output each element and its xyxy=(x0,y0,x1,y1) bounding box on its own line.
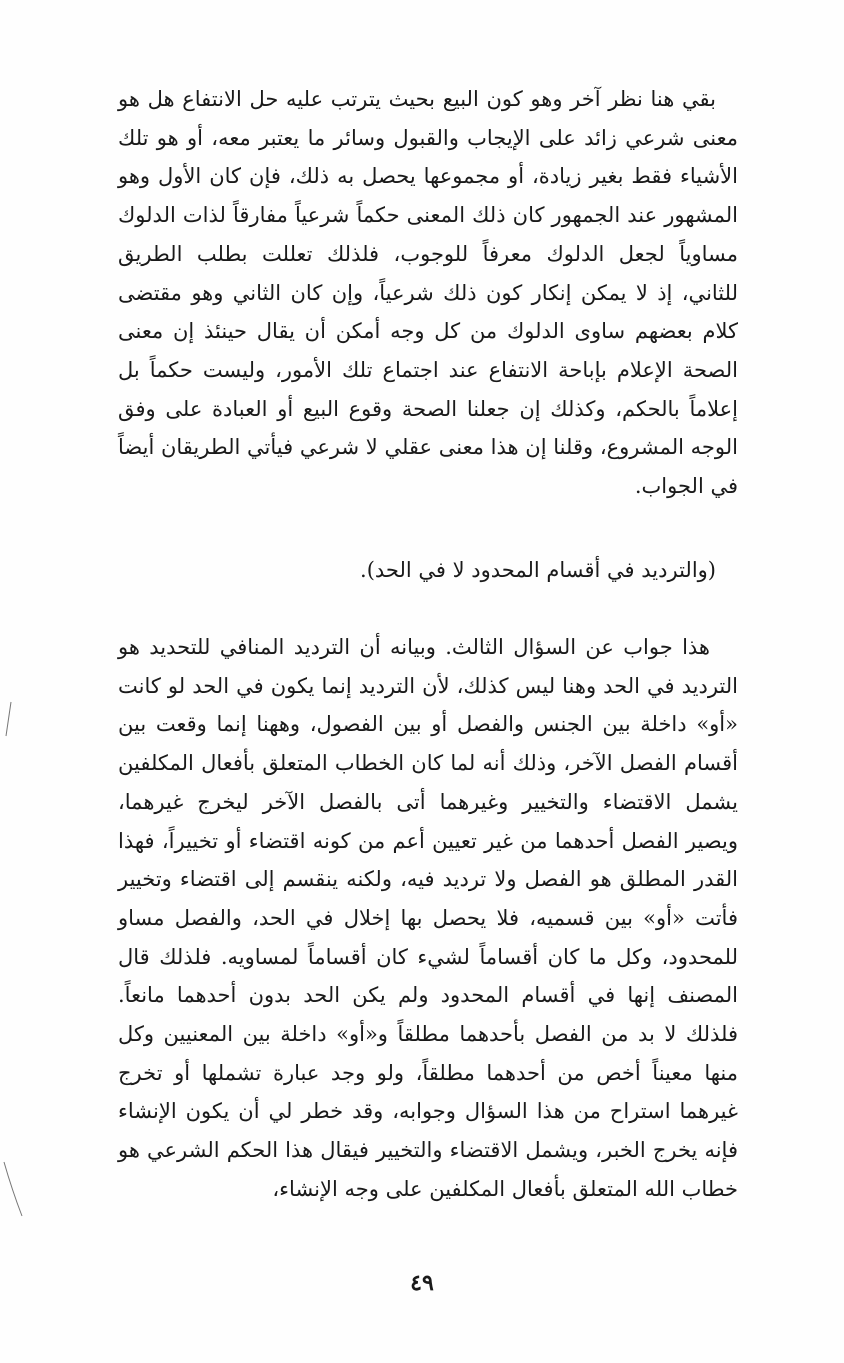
margin-stroke-mark xyxy=(2,700,14,740)
paragraph-first: بقي هنا نظر آخر وهو كون البيع بحيث يترتب عليه حل الانتفاع هل هو معنى شرعي زائد على الإيجاب والقبول وسائر ما يعتبر معه، أو هو تلك الأشياء فقط بغير زيادة، أو مجموعها يحصل به ذلك، فإن كان الأول وهو المشهور عند الجمهور كان ذلك المعنى حكماً شرعياً مفارقاً لذات الدلوك مساوياً لجعل الدلوك معرفاً للوجوب، فلذلك تعللت بطلب الطريق للثاني، إذ لا يمكن إنكار كون ذلك شرعياً، وإن كان الثاني وهو مقتضى كلام بعضهم ساوى الدلوك من كل وجه أمكن أن يقال حينئذ إن معنى الصحة الإعلام بإباحة الانتفاع عند اجتماع تلك الأمور، وليست حكماً بل إعلاماً بالحكم، وكذلك إن جعلنا الصحة وقوع البيع أو العبادة على وفق الوجه المشروع، وقلنا إن هذا معنى عقلي لا شرعي فيأتي الطريقان أيضاً في الجواب. xyxy=(118,87,738,499)
paragraph-second: هذا جواب عن السؤال الثالث. وبيانه أن الترديد المنافي للتحديد هو الترديد في الحد وهنا ليس كذلك، لأن الترديد إنما يكون في الحد لو كانت «أو» داخلة بين الجنس والفصل أو بين الفصول، وههنا إنما وقعت بين أقسام الفصل الآخر، وذلك أنه لما كان الخطاب المتعلق بأفعال المكلفين يشمل الاقتضاء والتخيير وغيرهما أتى بالفصل الآخر ليخرج غيرهما، ويصير الفصل أحدهما من غير تعيين أعم من كونه اقتضاء أو تخييراً، فهذا القدر المطلق هو الفصل ولا ترديد فيه، ولكنه ينقسم إلى اقتضاء وتخيير فأتت «أو» بين قسميه، فلا يحصل بها إخلال في الحد، والفصل مساو للمحدود، وكل ما كان أقساماً لشيء كان أقساماً لمساويه. فلذلك قال المصنف إنها في أقسام المحدود ولم يكن الحد بدون أحدهما مانعاً. فلذلك لا بد من الفصل بأحدهما مطلقاً و«أو» داخلة بين المعنيين وكل منها معيناً أخص من أحدهما مطلقاً، ولو وجد عبارة تشملها أو تخرج غيرهما استراح من هذا السؤال وجوابه، وقد خطر لي أن يكون الإنشاء فإنه يخرج الخبر، ويشمل الاقتضاء والتخيير فيقال هذا الحكم الشرعي هو خطاب الله المتعلق بأفعال المكلفين على وجه الإنشاء، xyxy=(118,635,738,1201)
section-heading: (والترديد في أقسام المحدود لا في الحد). xyxy=(360,558,716,582)
margin-stroke-mark-lower xyxy=(2,1160,24,1220)
page-text-block xyxy=(118,80,738,1201)
page-number: ٤٩ xyxy=(410,1270,434,1296)
